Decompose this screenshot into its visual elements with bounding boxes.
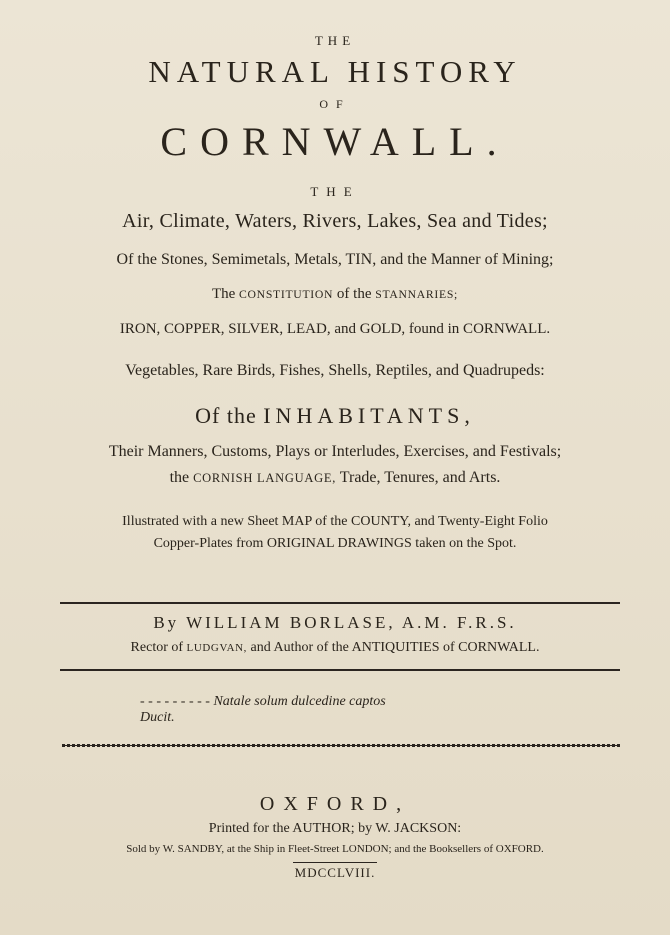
contents-line-3 (0, 286, 670, 303)
date-rule (293, 862, 377, 863)
imprint-date: MDCCLVIII. (294, 865, 376, 880)
top-rule (60, 602, 620, 604)
imprint-sold: Sold by W. SANDBY, at the Ship in Fleet-Street LONDON; and the Booksellers of OXFORD. (126, 843, 544, 855)
rector-b: LUDGVAN, (186, 642, 248, 654)
title-place: CORNWALL. (160, 119, 510, 164)
rector-e: of (439, 640, 459, 655)
contents-line-1: Air, Climate, Waters, Rivers, Lakes, Sea and Tides; (122, 210, 548, 232)
contents-line-5: Vegetables, Rare Birds, Fishes, Shells, Reptiles, and Quadrupeds: (125, 362, 545, 379)
contents-line-6-a: Of the (195, 403, 264, 428)
contents-line-7: Their Manners, Customs, Plays or Interludes, Exercises, and Festivals; (108, 443, 562, 460)
contents-line-2: Of the Stones, Semimetals, Metals, TIN, and the Manner of Mining; (116, 251, 554, 268)
contents-line-9: Illustrated with a new Sheet MAP of the COUNTY, and Twenty-Eight Folio (122, 514, 548, 529)
contents-line-10: Copper-Plates from ORIGINAL DRAWINGS taken on the Spot. (153, 536, 517, 551)
contents-line-4: IRON, COPPER, SILVER, LEAD, and GOLD, found in CORNWALL. (119, 321, 551, 337)
title-the: THE (314, 33, 356, 48)
imprint-city: OXFORD, (259, 793, 411, 815)
author-byline: By WILLIAM BORLASE, A.M. F.R.S. (153, 613, 517, 632)
rector-f: CORNWALL. (458, 640, 540, 655)
motto-line-1: - - - - - - - - - Natale solum dulcedine captos (140, 694, 386, 709)
bottom-rule (60, 669, 620, 671)
ornamental-rule (62, 742, 620, 749)
contents-line-6 (0, 403, 670, 429)
contents-line-3-a: The (211, 286, 240, 302)
contents-line-8-b: CORNISH LANGUAGE, (193, 471, 337, 485)
contents-line-8 (0, 469, 670, 487)
title-of: OF (319, 97, 351, 111)
contents-line-3-b: CONSTITUTION (239, 288, 334, 301)
rector-d: ANTIQUITIES (351, 640, 440, 655)
contents-line-6-b: INHABITANTS, (263, 403, 475, 428)
contents-line-3-c: of the (333, 286, 376, 302)
rector-a: Rector of (130, 640, 187, 655)
contents-line-3-d: STANNARIES; (375, 288, 459, 301)
main-title: NATURAL HISTORY (148, 54, 522, 89)
subtitle-the: THE (310, 184, 360, 199)
imprint-printed: Printed for the AUTHOR; by W. JACKSON: (208, 821, 462, 836)
rector-c: and Author of the (247, 640, 352, 655)
motto-line-2: Ducit. (140, 710, 175, 725)
contents-line-8-a: the (169, 469, 194, 486)
contents-line-8-c: Trade, Tenures, and Arts. (336, 469, 501, 486)
author-rector (0, 640, 670, 656)
